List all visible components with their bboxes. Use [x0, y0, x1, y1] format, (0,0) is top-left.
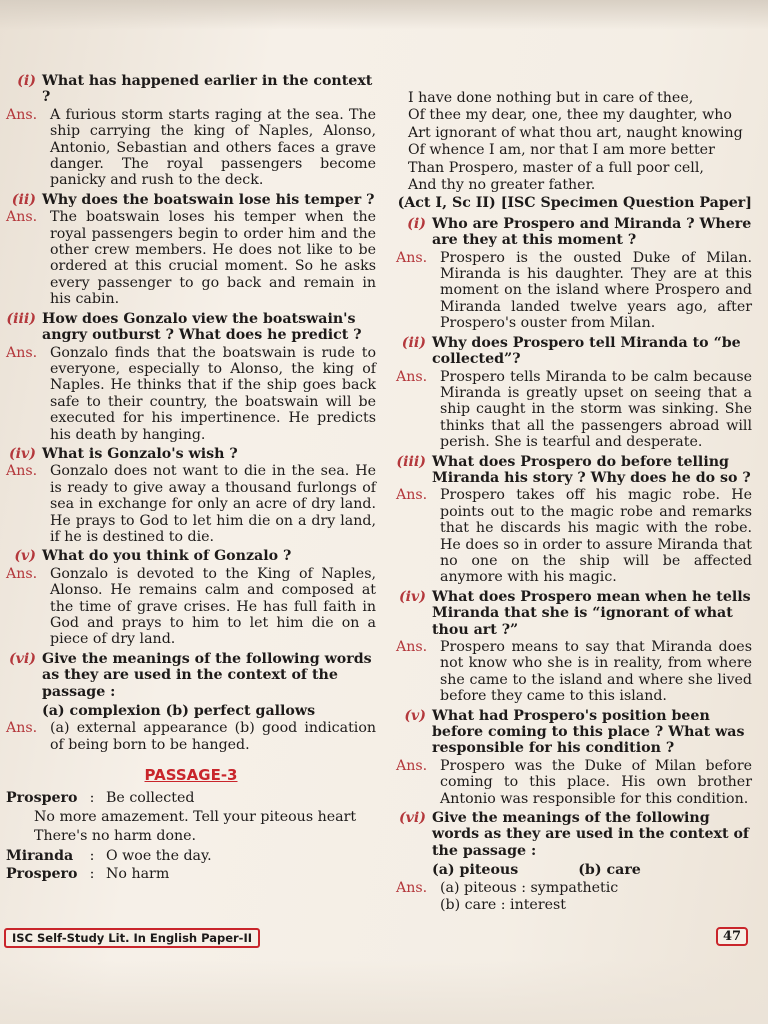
- question-v: (v) What do you think of Gonzalo ?: [14, 548, 292, 565]
- poem-line: Of whence I am, nor that I am more better: [408, 142, 715, 159]
- poem-line: Of thee my dear, one, thee my daughter, who: [408, 107, 732, 124]
- question-vi-words: (a) complexion (b) perfect gallows: [42, 703, 316, 720]
- dialogue-line: Prospero : No harm: [6, 866, 170, 883]
- question-vi-words: (a) piteous (b) care: [432, 862, 641, 879]
- answer-ii: Ans. Prospero tells Miranda to be calm because Miranda is greatly upset on seeing that a ship caught in the storm was sinking. She thinks that all the passengers abroad will perish. She is tearful and desperate.: [396, 368, 752, 451]
- answer-iv: Ans. Prospero means to say that Miranda does not know who she is in reality, from where she came to the island and where she lived before they came to this island.: [396, 639, 752, 705]
- answer-iii: Ans. Gonzalo finds that the boatswain is rude to everyone, especially to Alonso, the king of Naples. He thinks that if the ship goes back safe to their country, the boatswain will be executed for his impertinence. He predicts his death by hanging.: [6, 344, 376, 443]
- answer-v: Ans. Gonzalo is devoted to the King of Naples, Alonso. He remains calm and composed at the time of grave crises. He has full faith in God and prays to him to let him die on a piece of dry land.: [6, 565, 376, 648]
- question-vi: (vi) Give the meanings of the following words as they are used in the context of the passage :: [398, 810, 750, 859]
- page-number: 47: [716, 927, 748, 946]
- answer-vi-b: (b) care : interest: [440, 897, 566, 914]
- answer-iv: Ans. Gonzalo does not want to die in the sea. He is ready to give away a thousand furlongs of sea in exchange for only an acre of dry land. He prays to God to let him die on a dry land, if he is destined to die.: [6, 463, 376, 545]
- dialogue-line: Prospero : Be collected: [6, 789, 195, 806]
- question-iii: (iii) What does Prospero do before telling Miranda his story ? Why does he do so ?: [396, 453, 751, 486]
- poem-line: I have done nothing but in care of thee,: [408, 90, 694, 106]
- question-iii: (iii) How does Gonzalo view the boatswain's angry outburst ? What does he predict ?: [6, 310, 362, 344]
- dialogue-continuation: No more amazement. Tell your piteous heart: [34, 809, 357, 826]
- dialogue-continuation: There's no harm done.: [34, 828, 197, 845]
- answer-vi: Ans. (a) piteous : sympathetic: [396, 879, 619, 896]
- question-ii: (ii) Why does Prospero tell Miranda to “be collected”?: [401, 334, 741, 368]
- question-vi: (vi) Give the meanings of the following words as they are used in the context of the passage :: [8, 650, 372, 700]
- page-bottom-shade: [0, 960, 768, 1024]
- question-i: (i) Who are Prospero and Miranda ? Where are they at this moment ?: [407, 215, 752, 249]
- passage-title: PASSAGE-3: [144, 766, 238, 785]
- dialogue-line: Miranda : O woe the day.: [6, 847, 212, 864]
- page-top-shadow: [0, 0, 768, 30]
- book-title-footer: ISC Self-Study Lit. In English Paper-II: [4, 928, 260, 948]
- poem-line: Than Prospero, master of a full poor cell,: [408, 159, 704, 176]
- answer-i: Ans. Prospero is the ousted Duke of Milan. Miranda is his daughter. They are at this moment on the island where Prospero and Miranda landed twelve years ago, after Prospero's ouster from Milan.: [396, 249, 752, 332]
- poem-line: And thy no greater father.: [408, 177, 596, 194]
- poem-line: Art ignorant of what thou art, naught knowing: [408, 124, 743, 141]
- left-column: [6, 70, 376, 885]
- question-i: (i) What has happened earlier in the context ?: [17, 73, 373, 106]
- question-ii: (ii) Why does the boatswain lose his temper ?: [11, 191, 375, 208]
- right-column: [396, 89, 752, 914]
- answer-i: Ans. A furious storm starts raging at the sea. The ship carrying the king of Naples, Alonso, Antonio, Sebastian and others faces a grave danger. The royal passengers become panicky and rush to the deck.: [6, 106, 376, 189]
- answer-ii: Ans. The boatswain loses his temper when the royal passengers begin to order him and the other crew members. He does not like to be ordered at this crucial moment. So he asks every passenger to go back and remain in his cabin.: [6, 209, 376, 308]
- citation: (Act I, Sc II) [ISC Specimen Question Paper]: [397, 195, 752, 212]
- answer-iii: Ans. Prospero takes off his magic robe. He points out to the magic robe and remarks that he discards his magic with the robe. He does so in order to assure Miranda that no one on the ship will be affected anymore with his magic.: [396, 487, 752, 586]
- answer-vi: Ans. (a) external appearance (b) good indication of being born to be hanged.: [6, 720, 376, 753]
- question-v: (v) What had Prospero's position been before coming to this place ? What was responsible for his condition ?: [404, 707, 745, 757]
- question-iv: (iv) What does Prospero mean when he tells Miranda that she is “ignorant of what thou art ?”: [398, 588, 751, 638]
- answer-v: Ans. Prospero was the Duke of Milan before coming to this place. His own brother Antonio was responsible for this condition.: [396, 757, 752, 807]
- question-iv: (iv) What is Gonzalo's wish ?: [8, 445, 238, 462]
